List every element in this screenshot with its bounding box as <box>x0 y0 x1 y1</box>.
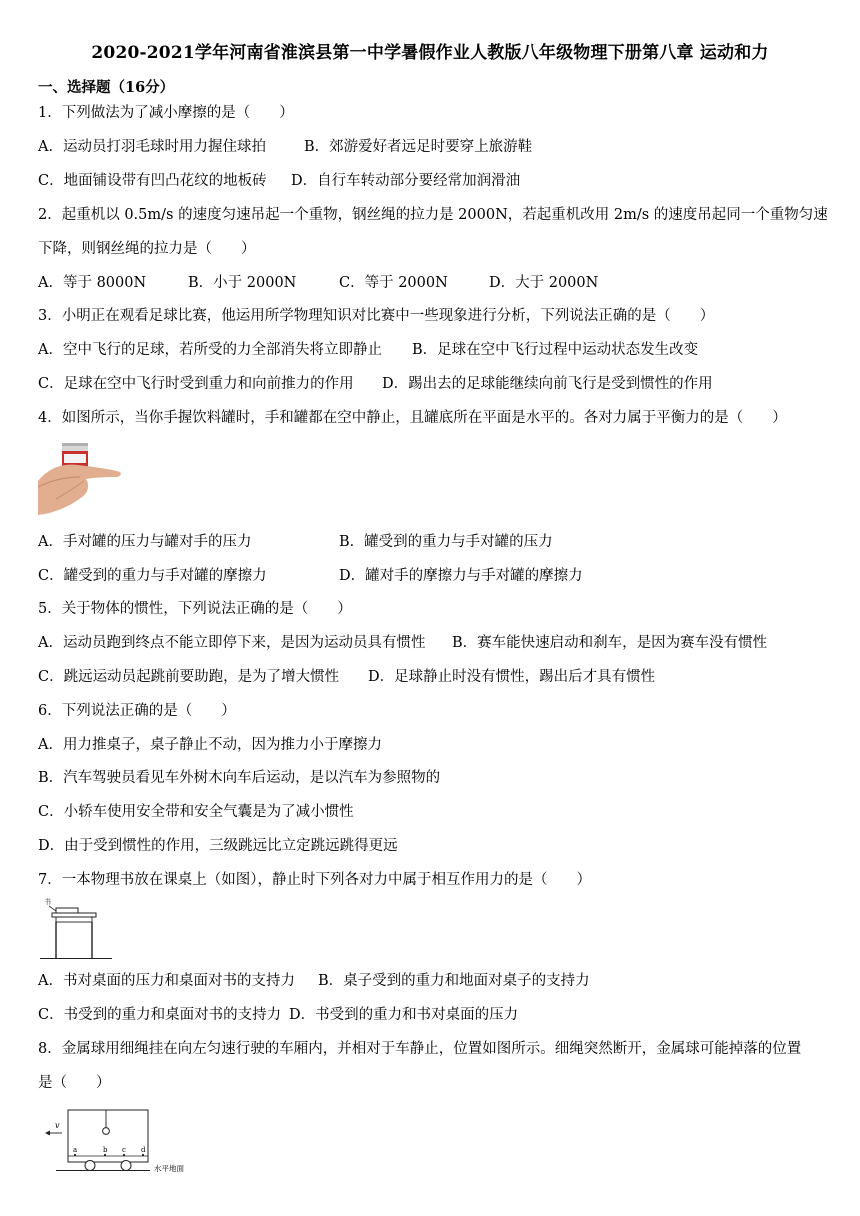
q2-stem-line2: 下降，则钢丝绳的拉力是（ ） <box>38 241 256 257</box>
book-icon <box>56 908 78 913</box>
q6-option-c: C．小轿车使用安全带和安全气囊是为了减小惯性 <box>38 804 354 820</box>
q3-option-a: A．空中飞行的足球，若所受的力全部消失将立即静止 <box>38 342 382 358</box>
q3-stem: 3．小明正在观看足球比赛，他运用所学物理知识对比赛中一些现象进行分析，下列说法正确的是（ ） <box>38 308 715 324</box>
q5-stem: 5．关于物体的惯性，下列说法正确的是（ ） <box>38 601 352 617</box>
q3-option-b: B．足球在空中飞行过程中运动状态发生改变 <box>412 342 699 358</box>
section-heading: 一、选择题（16分） <box>38 79 175 96</box>
wheel-right-icon <box>121 1161 131 1171</box>
position-dot-b <box>104 1154 106 1156</box>
q7-option-b: B．桌子受到的重力和地面对桌子的支持力 <box>318 973 590 989</box>
position-dot-c <box>123 1154 125 1156</box>
q3-option-c: C．足球在空中飞行时受到重力和向前推力的作用 <box>38 376 354 392</box>
q2-stem-line1: 2．起重机以 0.5m/s 的速度匀速吊起一个重物，钢丝绳的拉力是 2000N，若起重机改用 2m/s 的速度吊起同一个重物匀速 <box>38 207 828 223</box>
q4-option-b: B．罐受到的重力与手对罐的压力 <box>339 534 553 550</box>
desk-top <box>52 913 96 917</box>
q4-option-d: D．罐对手的摩擦力与手对罐的摩擦力 <box>339 568 583 584</box>
book-on-desk-figure <box>40 896 112 960</box>
q7-option-d: D．书受到的重力和书对桌面的压力 <box>289 1007 519 1023</box>
q1-stem: 1．下列做法为了减小摩擦的是（ ） <box>38 105 294 121</box>
position-label-c: c <box>122 1146 126 1154</box>
metal-ball-icon <box>103 1128 110 1135</box>
q2-option-c: C．等于 2000N <box>339 275 448 291</box>
q4-option-c: C．罐受到的重力与手对罐的摩擦力 <box>38 568 267 584</box>
q7-option-c: C．书受到的重力和桌面对书的支持力 <box>38 1007 282 1023</box>
q4-stem: 4．如图所示，当你手握饮料罐时，手和罐都在空中静止，且罐底所在平面是水平的。各对力属于平衡力的是（ ） <box>38 410 787 426</box>
position-dot-d <box>142 1154 144 1156</box>
q2-option-a: A．等于 8000N <box>38 275 147 291</box>
car-body <box>68 1110 148 1162</box>
q6-option-a: A．用力推桌子，桌子静止不动，因为推力小于摩擦力 <box>38 737 382 753</box>
q1-option-a: A．运动员打羽毛球时用力握住球拍 <box>38 139 266 155</box>
velocity-label: v <box>55 1121 60 1130</box>
q2-option-d: D．大于 2000N <box>489 275 599 291</box>
q8-stem-line1: 8．金属球用细绳挂在向左匀速行驶的车厢内，并相对于车静止，位置如图所示。细绳突然断开，金属球可能掉落的位置 <box>38 1041 802 1057</box>
q6-option-b: B．汽车驾驶员看见车外树木向车后运动，是以汽车为参照物的 <box>38 770 441 786</box>
q1-option-c: C．地面铺设带有凹凸花纹的地板砖 <box>38 173 267 189</box>
q5-option-d: D．足球静止时没有惯性，踢出后才具有惯性 <box>368 669 656 685</box>
q7-stem: 7．一本物理书放在课桌上（如图），静止时下列各对力中属于相互作用力的是（ ） <box>38 872 591 888</box>
q8-stem-line2: 是（ ） <box>38 1075 111 1091</box>
position-dot-a <box>74 1154 76 1156</box>
q5-option-c: C．跳远运动员起跳前要助跑，是为了增大惯性 <box>38 669 340 685</box>
q6-option-d: D．由于受到惯性的作用，三级跳远比立定跳远跳得更远 <box>38 838 398 854</box>
q5-option-a: A．运动员跑到终点不能立即停下来，是因为运动员具有惯性 <box>38 635 426 651</box>
book-label: 书 <box>44 898 51 906</box>
ground-label: 水平地面 <box>154 1164 184 1173</box>
q7-option-a: A．书对桌面的压力和桌面对书的支持力 <box>38 973 295 989</box>
q3-option-d: D．踢出去的足球能继续向前飞行是受到惯性的作用 <box>382 376 713 392</box>
q6-stem: 6．下列说法正确的是（ ） <box>38 703 236 719</box>
hand-holding-can-figure <box>38 441 122 517</box>
q1-option-d: D．自行车转动部分要经常加润滑油 <box>291 173 521 189</box>
q2-option-b: B．小于 2000N <box>188 275 297 291</box>
position-label-a: a <box>73 1146 78 1154</box>
q4-option-a: A．手对罐的压力与罐对手的压力 <box>38 534 252 550</box>
train-car-figure <box>38 1106 208 1174</box>
wheel-left-icon <box>85 1161 95 1171</box>
position-label-b: b <box>103 1146 108 1154</box>
q5-option-b: B．赛车能快速启动和刹车，是因为赛车没有惯性 <box>452 635 768 651</box>
hand-icon <box>38 465 121 515</box>
page-title: 2020-2021学年河南省淮滨县第一中学暑假作业人教版八年级物理下册第八章 运动和力 <box>91 43 769 63</box>
q1-option-b: B．郊游爱好者远足时要穿上旅游鞋 <box>304 139 533 155</box>
position-label-d: d <box>141 1146 146 1154</box>
